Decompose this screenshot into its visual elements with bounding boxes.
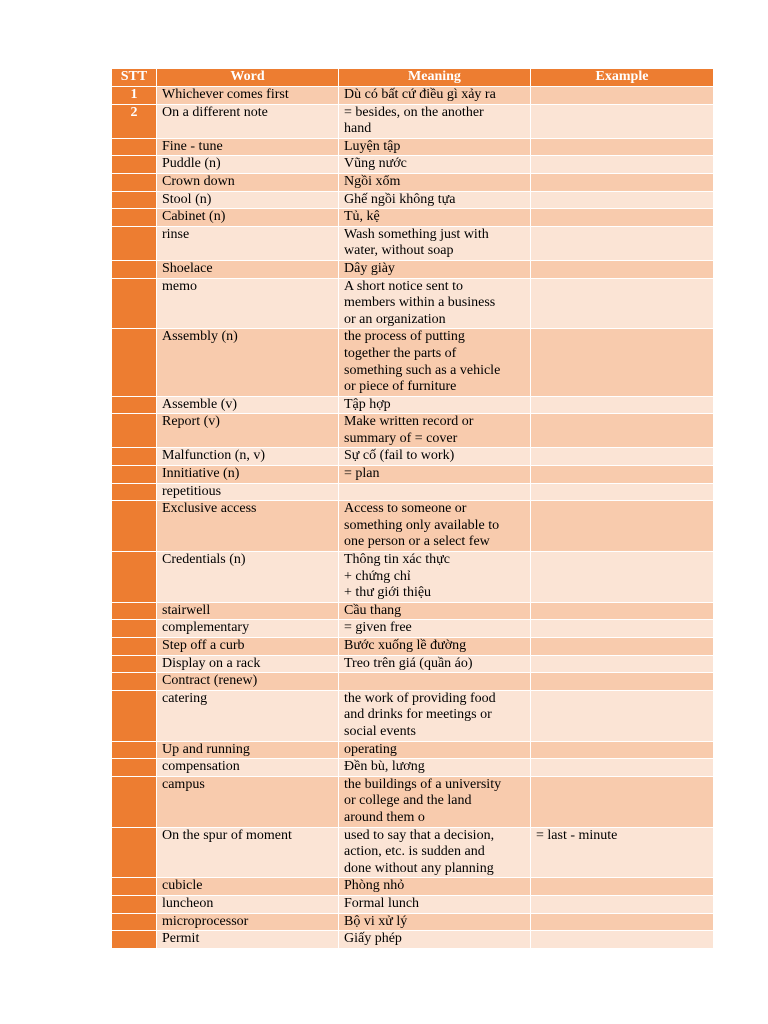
stt-cell-text: 1 (130, 87, 138, 102)
meaning-cell (339, 173, 531, 191)
word-cell (157, 226, 339, 260)
meaning-cell (339, 226, 531, 260)
stt-cell (112, 448, 157, 466)
table-row (112, 638, 714, 656)
meaning-cell-text: used to say that a decision, action, etc. is sudden and done without any planning (344, 827, 495, 876)
stt-cell (112, 501, 157, 552)
word-cell (157, 620, 339, 638)
stt-cell (112, 638, 157, 656)
table-row (112, 913, 714, 931)
example-cell-text: = last - minute (536, 827, 618, 843)
word-cell-text: campus (162, 776, 205, 792)
example-cell (531, 278, 714, 329)
word-cell (157, 602, 339, 620)
table-row (112, 87, 714, 105)
meaning-cell-text: = besides, on the another hand (344, 104, 484, 137)
example-cell (531, 741, 714, 759)
meaning-cell (339, 776, 531, 827)
word-cell (157, 448, 339, 466)
header-meaning: Meaning (339, 69, 531, 87)
stt-cell (112, 878, 157, 896)
meaning-cell (339, 690, 531, 741)
meaning-cell (339, 759, 531, 777)
word-cell (157, 690, 339, 741)
word-cell-text: microprocessor (162, 913, 249, 929)
word-cell-text: On the spur of moment (162, 827, 292, 843)
example-cell (531, 226, 714, 260)
word-cell-text: Cabinet (n) (162, 209, 226, 225)
table-row (112, 138, 714, 156)
meaning-cell-text: Treo trên giá (quần áo) (344, 655, 473, 671)
meaning-cell (339, 414, 531, 448)
example-cell (531, 483, 714, 501)
table-row (112, 827, 714, 878)
example-cell (531, 156, 714, 174)
word-cell-text: Assemble (v) (162, 396, 238, 412)
meaning-cell-text: Bộ vi xử lý (344, 913, 408, 929)
word-cell (157, 260, 339, 278)
example-cell (531, 931, 714, 949)
example-cell (531, 87, 714, 105)
meaning-cell (339, 329, 531, 396)
example-cell (531, 620, 714, 638)
meaning-cell (339, 501, 531, 552)
word-cell (157, 638, 339, 656)
meaning-cell-text: Make written record or summary of = cover (344, 414, 474, 446)
meaning-cell-text: the work of providing food and drinks for meetings or social events (344, 690, 496, 739)
word-cell-text: repetitious (162, 483, 222, 499)
vocabulary-table (111, 68, 714, 949)
word-cell-text: Innitiative (n) (162, 466, 240, 482)
stt-cell (112, 827, 157, 878)
meaning-cell-text: Dù có bất cứ điều gì xảy ra (344, 87, 496, 102)
word-cell (157, 552, 339, 603)
header-row (112, 69, 714, 87)
meaning-cell-text: Bước xuống lề đường (344, 638, 467, 653)
meaning-cell (339, 87, 531, 105)
word-cell-text: Exclusive access (162, 501, 257, 517)
table-row (112, 191, 714, 209)
meaning-cell-text: Dây giày (344, 260, 395, 276)
word-cell-text: luncheon (162, 895, 214, 911)
meaning-cell-text: Phòng nhỏ (344, 878, 405, 894)
example-cell (531, 895, 714, 913)
vocabulary-sheet (111, 68, 713, 949)
meaning-cell-text: Thông tin xác thực + chứng chỉ + thư giới thiệu (344, 552, 450, 601)
word-cell-text: Report (v) (162, 414, 220, 430)
meaning-cell (339, 673, 531, 691)
word-cell (157, 483, 339, 501)
stt-cell (112, 396, 157, 414)
word-cell-text: Display on a rack (162, 655, 261, 671)
example-cell (531, 913, 714, 931)
example-cell (531, 329, 714, 396)
stt-cell (112, 620, 157, 638)
meaning-cell-text: Ngồi xổm (344, 173, 401, 189)
example-cell (531, 759, 714, 777)
word-cell-text: Malfunction (n, v) (162, 448, 266, 464)
table-row (112, 278, 714, 329)
table-body (112, 87, 714, 949)
word-cell-text: catering (162, 690, 208, 706)
stt-cell-text: 2 (130, 104, 138, 120)
stt-cell (112, 466, 157, 484)
word-cell (157, 329, 339, 396)
word-cell (157, 138, 339, 156)
table-row (112, 156, 714, 174)
meaning-cell-text: Luyện tập (344, 138, 401, 154)
stt-cell (112, 602, 157, 620)
stt-cell (112, 87, 157, 105)
example-cell (531, 776, 714, 827)
stt-cell (112, 741, 157, 759)
meaning-cell (339, 396, 531, 414)
word-cell (157, 913, 339, 931)
table-row (112, 104, 714, 138)
meaning-cell (339, 895, 531, 913)
stt-cell (112, 173, 157, 191)
stt-cell (112, 483, 157, 501)
stt-cell (112, 226, 157, 260)
meaning-cell-text: = plan (344, 466, 380, 482)
example-cell (531, 209, 714, 227)
meaning-cell (339, 278, 531, 329)
word-cell-text: Up and running (162, 741, 250, 757)
example-cell (531, 673, 714, 691)
meaning-cell (339, 602, 531, 620)
meaning-cell (339, 913, 531, 931)
word-cell (157, 878, 339, 896)
stt-cell (112, 673, 157, 691)
stt-cell (112, 414, 157, 448)
meaning-cell (339, 191, 531, 209)
table-row (112, 226, 714, 260)
meaning-cell (339, 655, 531, 673)
example-cell (531, 655, 714, 673)
word-cell (157, 655, 339, 673)
example-cell (531, 138, 714, 156)
table-row (112, 552, 714, 603)
meaning-cell (339, 741, 531, 759)
word-cell-text: memo (162, 278, 197, 294)
word-cell-text: Step off a curb (162, 638, 245, 653)
meaning-cell (339, 827, 531, 878)
example-cell (531, 827, 714, 878)
word-cell (157, 501, 339, 552)
meaning-cell (339, 138, 531, 156)
table-row (112, 690, 714, 741)
table-row (112, 173, 714, 191)
meaning-cell-text: Giấy phép (344, 931, 402, 947)
word-cell-text: complementary (162, 620, 250, 636)
stt-cell (112, 931, 157, 949)
table-row (112, 759, 714, 777)
word-cell-text: Whichever comes first (162, 87, 289, 102)
meaning-cell-text: the buildings of a university or college and the land around them o (344, 776, 502, 825)
example-cell (531, 191, 714, 209)
table-row (112, 209, 714, 227)
meaning-cell (339, 466, 531, 484)
word-cell-text: Stool (n) (162, 191, 212, 207)
word-cell (157, 414, 339, 448)
meaning-cell (339, 931, 531, 949)
meaning-cell-text: Ghế ngồi không tựa (344, 191, 456, 207)
stt-cell (112, 278, 157, 329)
example-cell (531, 552, 714, 603)
meaning-cell (339, 878, 531, 896)
table-row (112, 655, 714, 673)
table-row (112, 466, 714, 484)
word-cell (157, 396, 339, 414)
word-cell (157, 466, 339, 484)
meaning-cell-text: the process of putting together the parts of something such as a vehicle or piece of furniture (344, 329, 501, 395)
stt-cell (112, 209, 157, 227)
table-row (112, 673, 714, 691)
table-row (112, 620, 714, 638)
meaning-cell (339, 620, 531, 638)
word-cell-text: rinse (162, 226, 190, 242)
word-cell (157, 673, 339, 691)
example-cell (531, 396, 714, 414)
table-row (112, 329, 714, 396)
table-row (112, 396, 714, 414)
word-cell (157, 87, 339, 105)
word-cell (157, 759, 339, 777)
word-cell (157, 741, 339, 759)
meaning-cell-text: Vũng nước (344, 156, 407, 172)
table-row (112, 414, 714, 448)
meaning-cell (339, 104, 531, 138)
example-cell (531, 638, 714, 656)
example-cell (531, 448, 714, 466)
word-cell-text: compensation (162, 759, 240, 775)
word-cell (157, 776, 339, 827)
word-cell (157, 827, 339, 878)
example-cell (531, 466, 714, 484)
meaning-cell-text: Tập hợp (344, 396, 391, 412)
example-cell (531, 690, 714, 741)
word-cell-text: stairwell (162, 602, 211, 618)
stt-cell (112, 655, 157, 673)
table-row (112, 260, 714, 278)
stt-cell (112, 552, 157, 603)
table-row (112, 931, 714, 949)
word-cell (157, 209, 339, 227)
example-cell (531, 602, 714, 620)
table-row (112, 878, 714, 896)
word-cell-text: Fine - tune (162, 138, 223, 154)
example-cell (531, 501, 714, 552)
table-row (112, 602, 714, 620)
word-cell-text: Shoelace (162, 260, 213, 276)
example-cell (531, 173, 714, 191)
meaning-cell (339, 552, 531, 603)
header-example: Example (531, 69, 714, 87)
word-cell (157, 191, 339, 209)
word-cell (157, 931, 339, 949)
stt-cell (112, 776, 157, 827)
stt-cell (112, 104, 157, 138)
header-stt: STT (112, 69, 157, 87)
word-cell (157, 104, 339, 138)
word-cell-text: Credentials (n) (162, 552, 246, 568)
meaning-cell-text: Formal lunch (344, 895, 420, 911)
stt-cell (112, 690, 157, 741)
meaning-cell (339, 638, 531, 656)
word-cell (157, 895, 339, 913)
stt-cell (112, 759, 157, 777)
meaning-cell-text: A short notice sent to members within a business or an organization (344, 278, 496, 327)
table-row (112, 448, 714, 466)
meaning-cell-text: Tủ, kệ (344, 209, 380, 225)
word-cell-text: Permit (162, 931, 200, 947)
example-cell (531, 104, 714, 138)
stt-cell (112, 156, 157, 174)
meaning-cell-text: operating (344, 741, 397, 757)
meaning-cell (339, 448, 531, 466)
word-cell-text: Assembly (n) (162, 329, 238, 345)
word-cell-text: On a different note (162, 104, 268, 120)
word-cell (157, 278, 339, 329)
meaning-cell-text: = given free (344, 620, 412, 636)
meaning-cell-text: Đền bù, lương (344, 759, 425, 775)
stt-cell (112, 260, 157, 278)
header-word: Word (157, 69, 339, 87)
word-cell (157, 173, 339, 191)
table-row (112, 483, 714, 501)
table-row (112, 501, 714, 552)
example-cell (531, 414, 714, 448)
meaning-cell-text: Wash something just with water, without soap (344, 226, 489, 259)
meaning-cell-text: Sự cố (fail to work) (344, 448, 455, 464)
meaning-cell (339, 260, 531, 278)
meaning-cell (339, 156, 531, 174)
table-row (112, 895, 714, 913)
example-cell (531, 260, 714, 278)
meaning-cell-text: Access to someone or something only available to one person or a select few (344, 501, 500, 550)
stt-cell (112, 329, 157, 396)
stt-cell (112, 191, 157, 209)
table-row (112, 776, 714, 827)
stt-cell (112, 138, 157, 156)
example-cell (531, 878, 714, 896)
meaning-cell (339, 483, 531, 501)
meaning-cell (339, 209, 531, 227)
word-cell-text: Contract (renew) (162, 673, 258, 689)
word-cell-text: Puddle (n) (162, 156, 221, 172)
stt-cell (112, 895, 157, 913)
word-cell-text: Crown down (162, 173, 235, 189)
meaning-cell-text: Cầu thang (344, 602, 402, 618)
word-cell (157, 156, 339, 174)
stt-cell (112, 913, 157, 931)
table-row (112, 741, 714, 759)
word-cell-text: cubicle (162, 878, 203, 894)
